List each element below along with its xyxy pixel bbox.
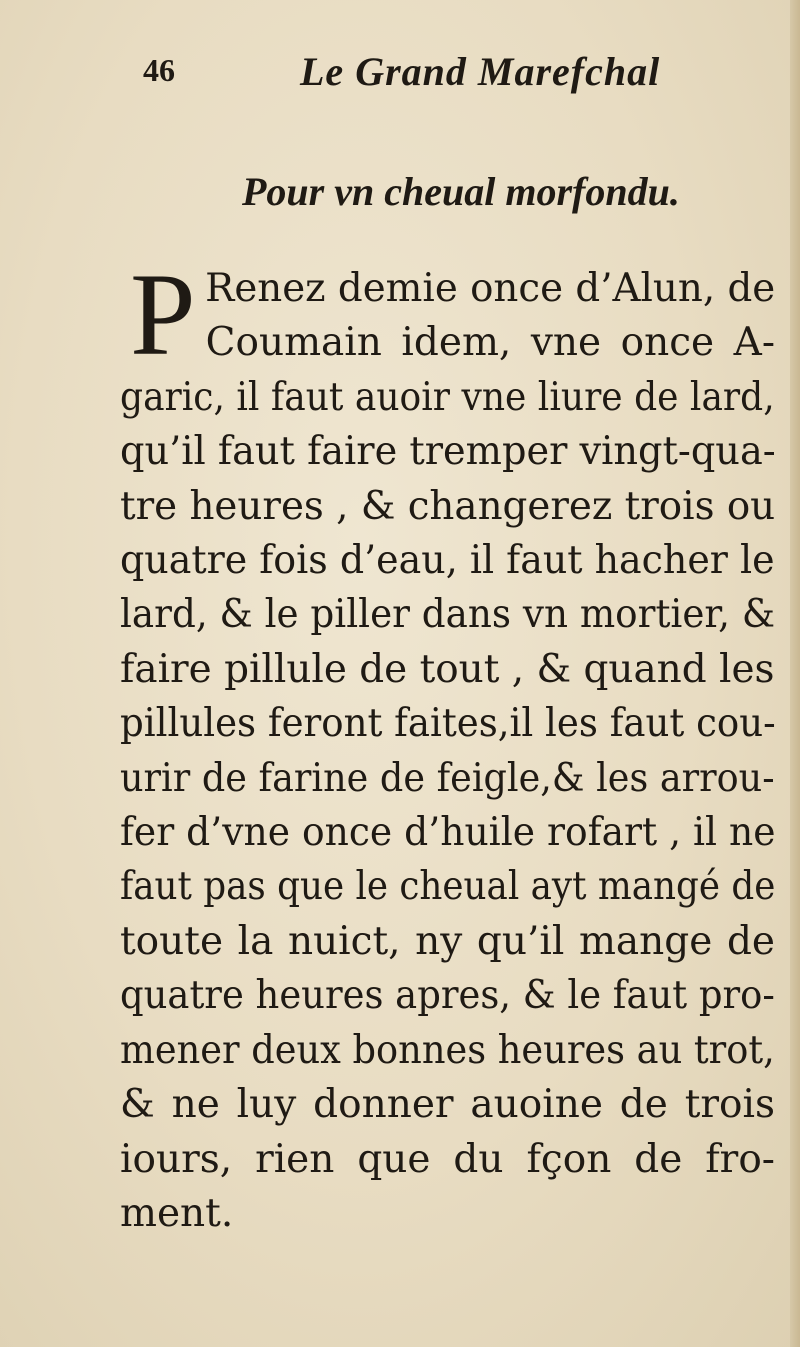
text-line: iours, rien que du fçon de fro- [120, 1136, 775, 1182]
page-number: 46 [143, 52, 175, 88]
text-line: faire pillule de tout , & quand les [120, 646, 775, 692]
text-line: fer d’vne once d’huile rofart , il ne [120, 810, 776, 856]
text-line: Renez demie once d’Alun, de [205, 266, 776, 311]
page-header [140, 49, 760, 102]
text-line: lard, & le piller dans vn mortier, & [120, 592, 776, 638]
text-line: tre heures , & changerez trois ou [120, 483, 776, 529]
text-line: quatre heures apres, & le faut pro- [120, 973, 775, 1019]
running-title: Le Grand Marefchal [300, 49, 661, 94]
page-edge [790, 0, 800, 1347]
drop-cap: P [130, 249, 196, 380]
text-line: qu’il faut faire tremper vingt-qua- [120, 429, 776, 475]
text-line: garic, il faut auoir vne liure de lard, [120, 374, 775, 420]
body-text [120, 249, 776, 1241]
text-line: Coumain idem, vne once A- [205, 320, 775, 366]
section-title: Pour vn cheual morfondu. [242, 169, 680, 214]
text-line: faut pas que le cheual ayt mangé de [120, 864, 776, 910]
text-line: pillules feront faites,il les faut cou- [120, 701, 776, 747]
text-line: toute la nuict, ny qu’il mange de [120, 918, 775, 964]
text-line: quatre fois d’eau, il faut hacher le [120, 538, 775, 584]
text-line: & ne luy donner auoine de trois [120, 1082, 775, 1128]
text-line: mener deux bonnes heures au trot, [120, 1027, 775, 1073]
text-line: urir de farine de feigle,& les arrou- [120, 755, 775, 801]
text-line: ment. [120, 1190, 234, 1236]
